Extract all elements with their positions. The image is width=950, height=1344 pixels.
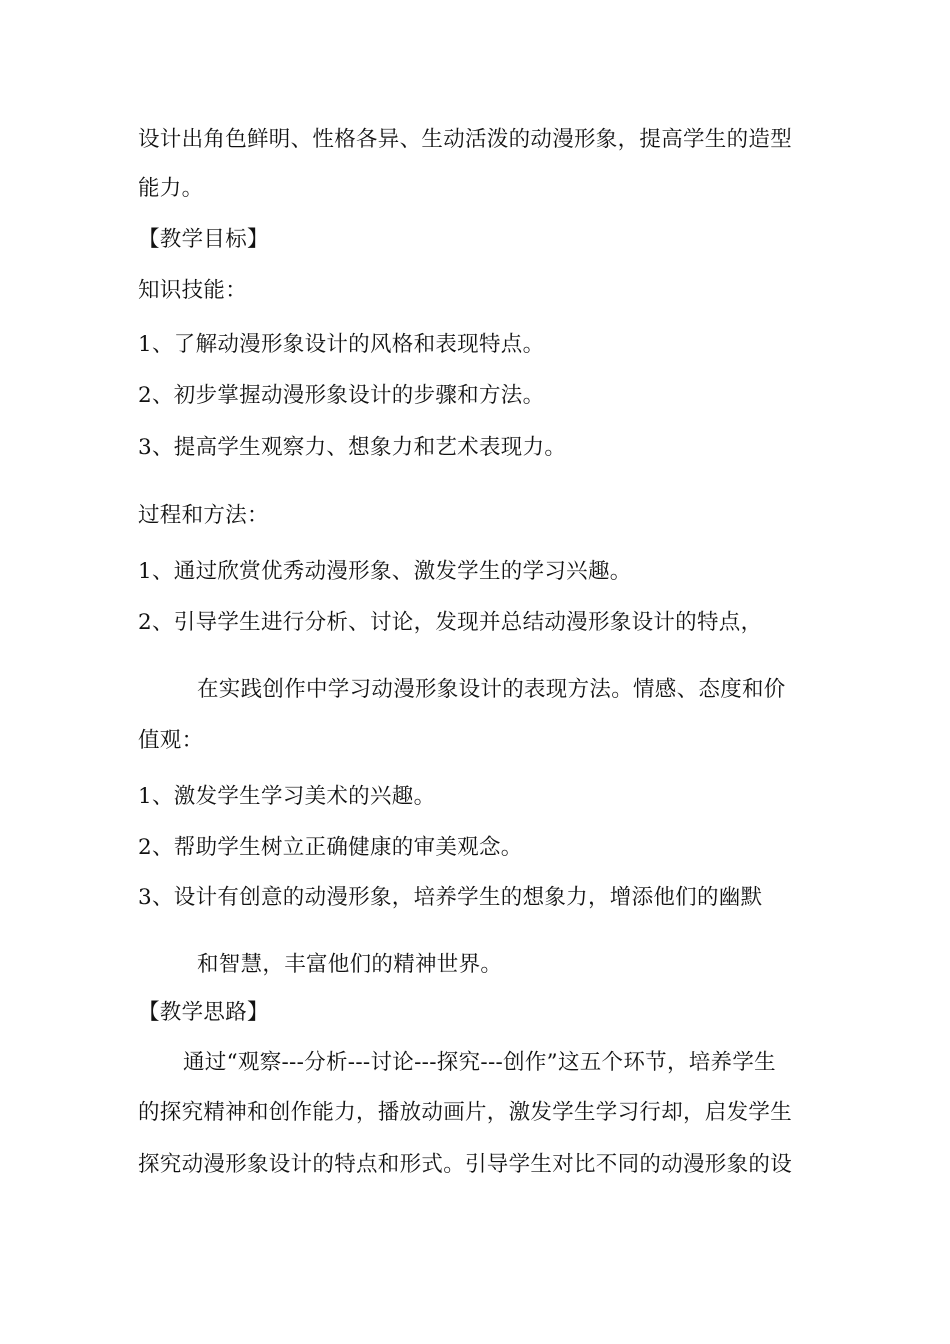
list-item: 3、提高学生观察力、想象力和艺术表现力。 (138, 435, 567, 460)
list-item: 2、引导学生进行分析、讨论，发现并总结动漫形象设计的特点， (138, 610, 763, 635)
paragraph-line: 的探究精神和创作能力，播放动画片，激发学生学习行却，启发学生 (138, 1100, 793, 1125)
paragraph-line: 设计出角色鲜明、性格各异、生动活泼的动漫形象，提高学生的造型 (138, 127, 793, 152)
subheading-knowledge-skills: 知识技能： (138, 278, 248, 303)
section-heading-teaching-approach: 【教学思路】 (138, 1000, 269, 1025)
list-item: 2、帮助学生树立正确健康的审美观念。 (138, 835, 523, 860)
list-item: 1、了解动漫形象设计的风格和表现特点。 (138, 332, 545, 357)
paragraph-line: 通过“观察---分析---讨论---探究---创作”这五个环节，培养学生 (183, 1050, 776, 1075)
list-item: 1、通过欣赏优秀动漫形象、激发学生的学习兴趣。 (138, 559, 632, 584)
paragraph-line: 能力。 (138, 176, 204, 201)
list-item: 2、初步掌握动漫形象设计的步骤和方法。 (138, 383, 545, 408)
list-item: 3、设计有创意的动漫形象，培养学生的想象力，增添他们的幽默 (138, 885, 763, 910)
subheading-process-methods: 过程和方法： (138, 503, 269, 528)
paragraph-line: 探究动漫形象设计的特点和形式。引导学生对比不同的动漫形象的设 (138, 1152, 793, 1177)
section-heading-teaching-goals: 【教学目标】 (138, 227, 269, 252)
paragraph-line: 在实践创作中学习动漫形象设计的表现方法。情感、态度和价 (197, 677, 786, 702)
list-item: 1、激发学生学习美术的兴趣。 (138, 784, 436, 809)
paragraph-line: 值观： (138, 728, 204, 753)
paragraph-line: 和智慧，丰富他们的精神世界。 (197, 952, 503, 977)
